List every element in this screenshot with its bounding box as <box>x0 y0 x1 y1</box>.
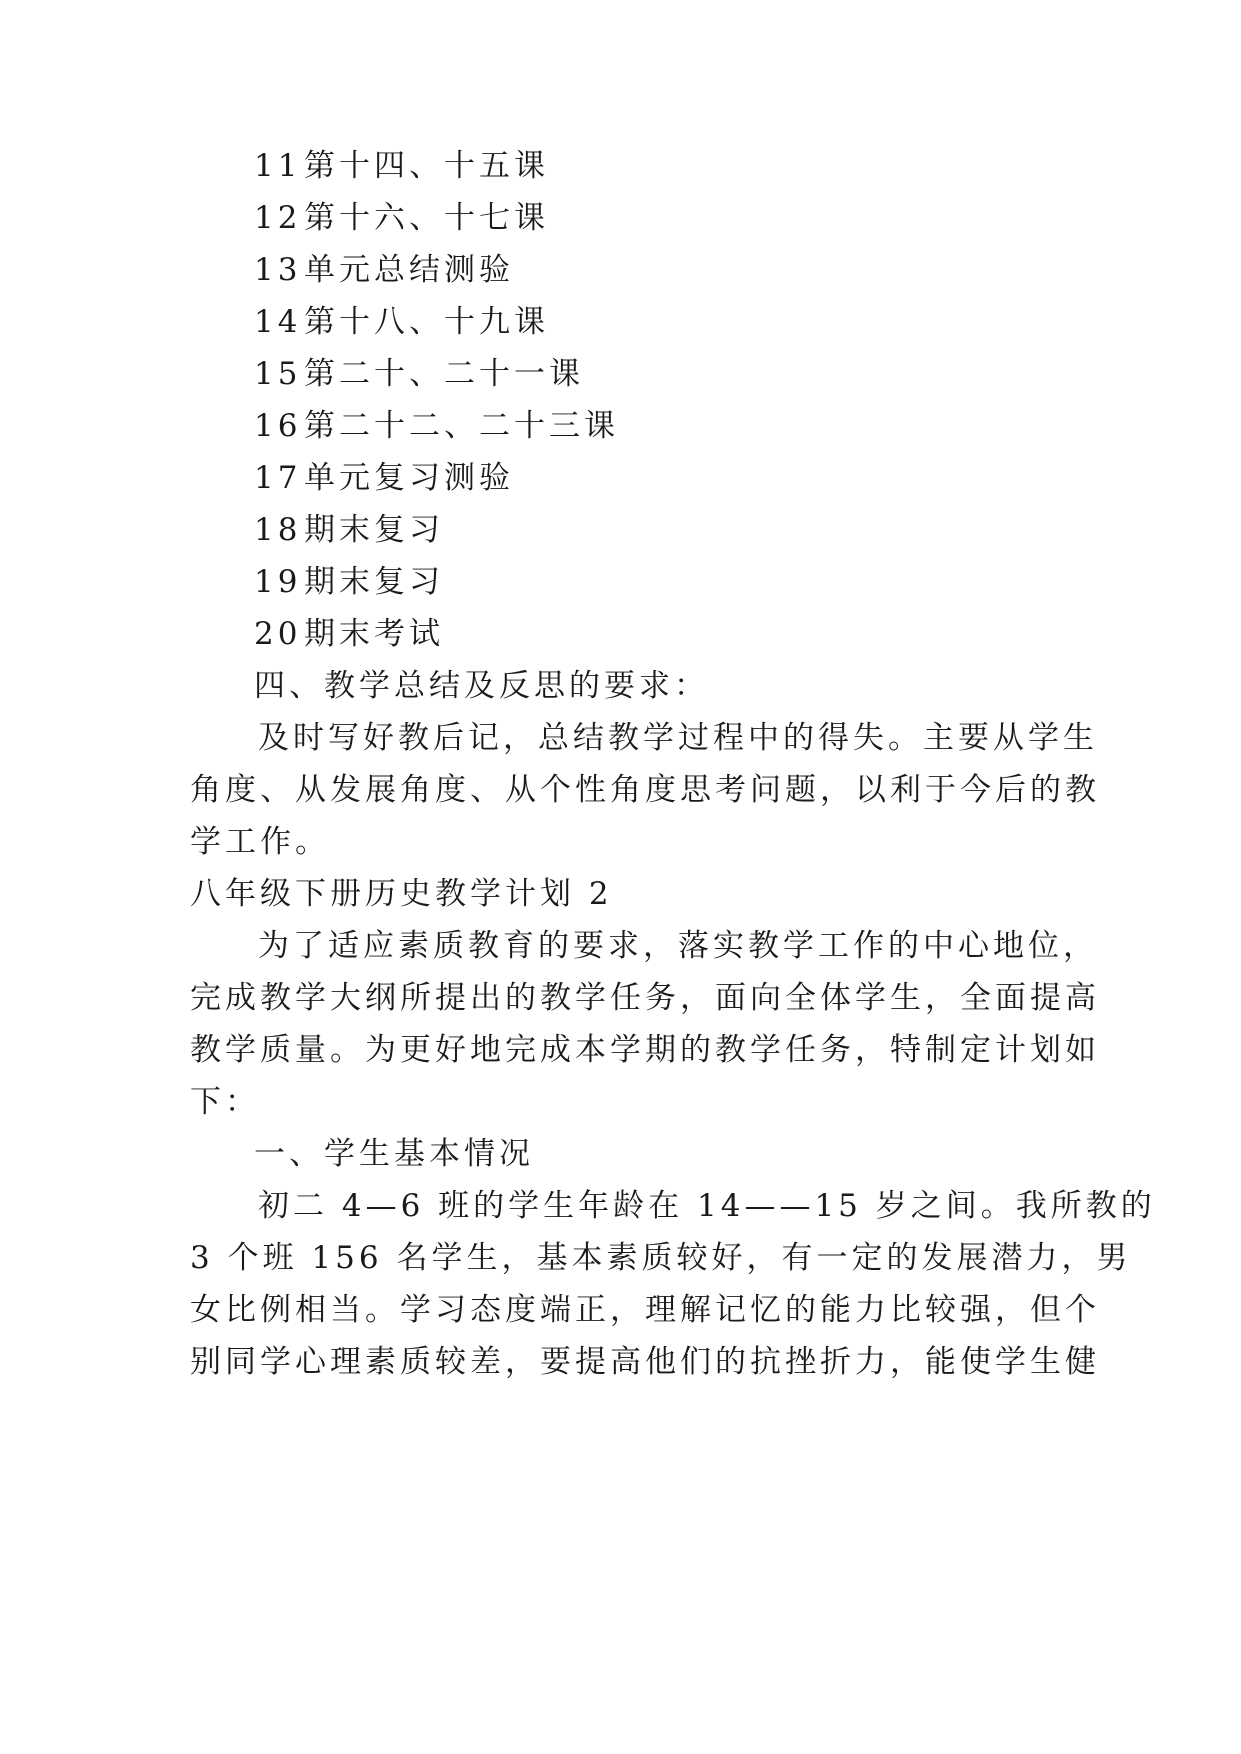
paragraph-line: 教学质量。为更好地完成本学期的教学任务，特制定计划如 <box>190 1032 1100 1068</box>
schedule-week: 13 <box>254 252 302 288</box>
schedule-week: 19 <box>254 564 302 600</box>
schedule-content: 单元复习测验 <box>304 460 514 496</box>
schedule-week: 14 <box>254 304 302 340</box>
paragraph-line: 角度、从发展角度、从个性角度思考问题，以利于今后的教 <box>190 772 1100 808</box>
schedule-content: 第十八、十九课 <box>304 304 549 340</box>
schedule-week: 17 <box>254 460 302 496</box>
document-title: 八年级下册历史教学计划 2 <box>190 876 613 912</box>
schedule-week: 12 <box>254 200 302 236</box>
schedule-content: 第二十、二十一课 <box>304 356 584 392</box>
schedule-row <box>254 458 514 498</box>
schedule-week: 15 <box>254 356 302 392</box>
paragraph-line: 学工作。 <box>190 824 330 860</box>
schedule-row <box>254 302 549 342</box>
paragraph-line: 完成教学大纲所提出的教学任务，面向全体学生，全面提高 <box>190 980 1100 1016</box>
section-heading: 四、教学总结及反思的要求： <box>254 668 709 704</box>
schedule-week: 16 <box>254 408 302 444</box>
paragraph-line: 别同学心理素质较差，要提高他们的抗挫折力，能使学生健 <box>190 1344 1100 1380</box>
schedule-content: 第二十二、二十三课 <box>304 408 619 444</box>
schedule-row <box>254 510 444 550</box>
schedule-week: 11 <box>254 148 302 184</box>
schedule-row <box>254 406 619 446</box>
schedule-content: 单元总结测验 <box>304 252 514 288</box>
schedule-week: 20 <box>254 616 302 652</box>
paragraph-line: 女比例相当。学习态度端正，理解记忆的能力比较强，但个 <box>190 1292 1100 1328</box>
schedule-content: 期末考试 <box>304 616 444 652</box>
schedule-row <box>254 250 514 290</box>
schedule-content: 第十四、十五课 <box>304 148 549 184</box>
schedule-content: 期末复习 <box>304 564 444 600</box>
schedule-row <box>254 198 549 238</box>
paragraph-line: 及时写好教后记，总结教学过程中的得失。主要从学生 <box>258 720 1098 756</box>
paragraph-line: 3 个班 156 名学生，基本素质较好，有一定的发展潜力，男 <box>190 1240 1132 1276</box>
section-heading: 一、学生基本情况 <box>254 1136 534 1172</box>
paragraph-line: 下： <box>190 1084 260 1120</box>
schedule-row <box>254 614 444 654</box>
schedule-content: 第十六、十七课 <box>304 200 549 236</box>
paragraph-line: 为了适应素质教育的要求，落实教学工作的中心地位， <box>258 928 1098 964</box>
schedule-row <box>254 562 444 602</box>
schedule-row <box>254 354 584 394</box>
paragraph-line: 初二 4—6 班的学生年龄在 14——15 岁之间。我所教的 <box>258 1188 1156 1224</box>
schedule-row <box>254 146 549 186</box>
schedule-content: 期末复习 <box>304 512 444 548</box>
schedule-week: 18 <box>254 512 302 548</box>
